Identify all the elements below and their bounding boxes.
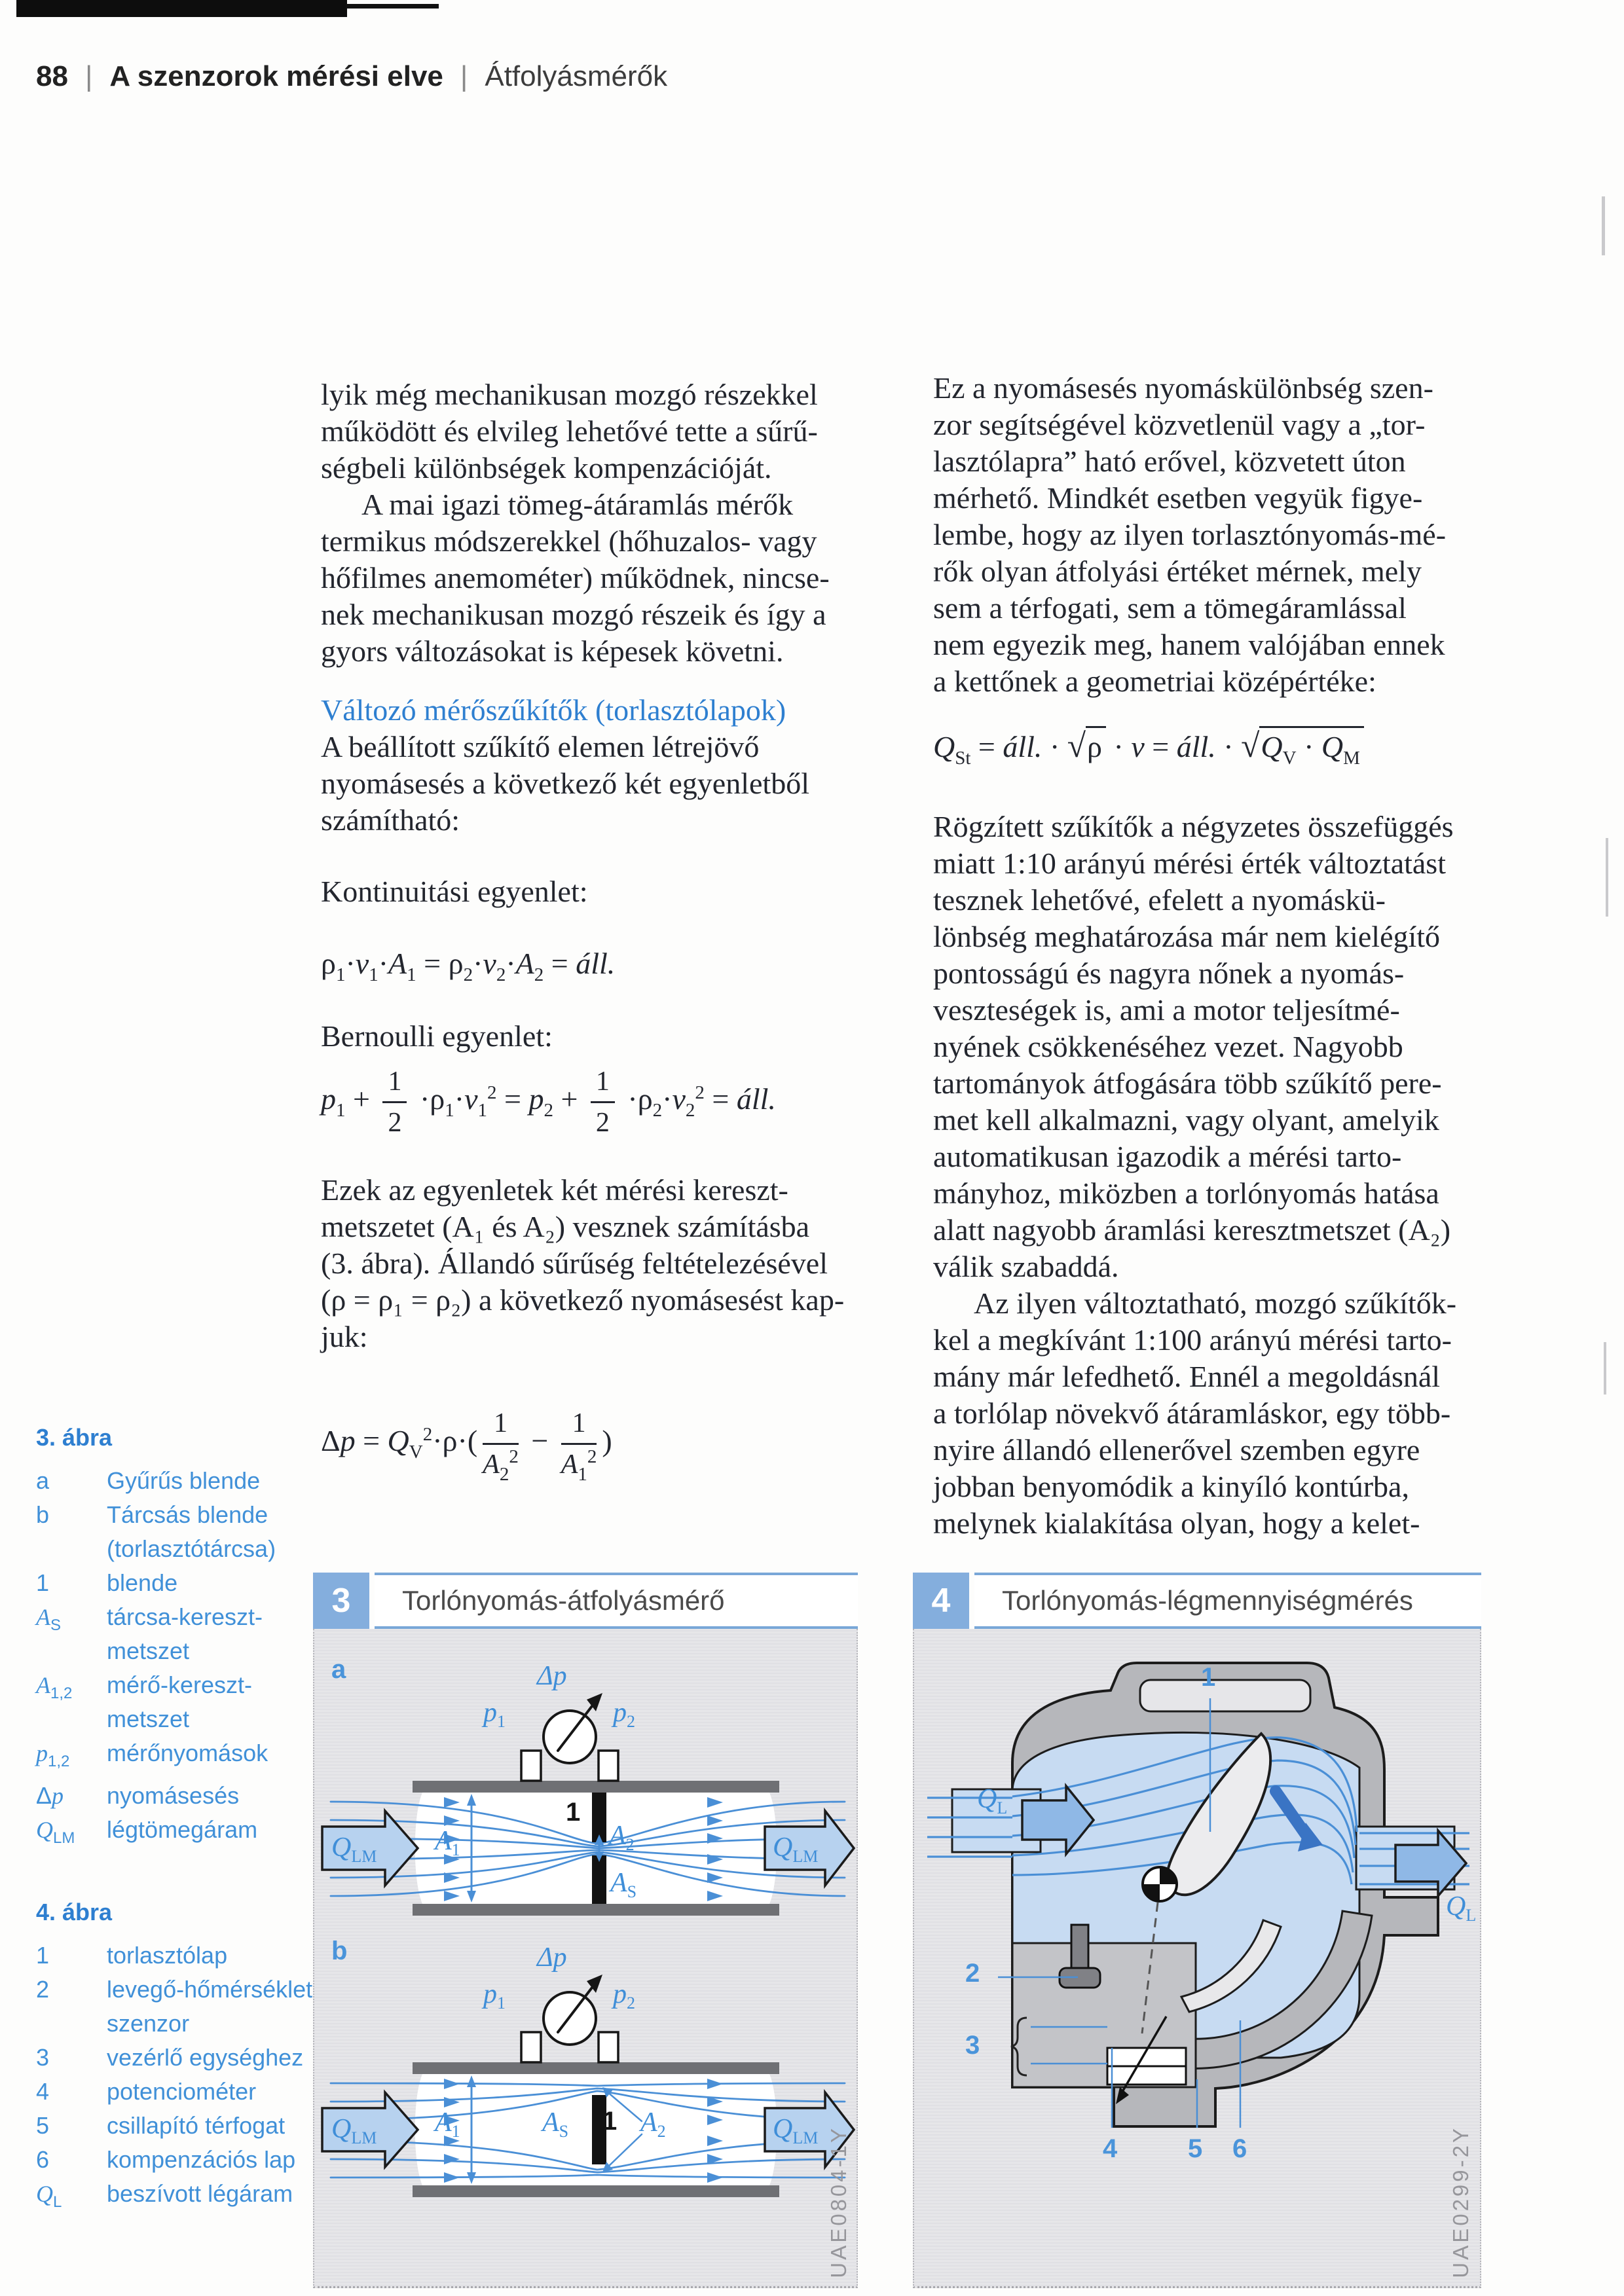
caption-text: vezérlő egységhez [107,2044,304,2071]
caption-title: 4. ábra [36,1899,113,1925]
air-flow-meter-diagram [914,1629,1483,2286]
figure4-number-badge: 4 [913,1573,969,1629]
chapter-title: A szenzorok mérési elve [109,60,443,92]
qlm-flow-label: $Q_{LM}$ [331,2114,377,2147]
text-line: kel a megkívánt 1:100 arányú mérési tarto- [933,1323,1452,1357]
text-line: Ez a nyomásesés nyomáskülönbség szen- [933,371,1433,405]
caption-item [36,1498,311,1566]
caption-symbol: $A_{1,2}$ [36,1672,73,1702]
caption-symbol: a [36,1467,50,1494]
text-line: juk: [321,1320,368,1353]
figure3-caption [36,1421,311,1855]
equation-delta-p: $\Delta p = Q_V^2\cdot\rho\cdot$( $\frac{1}{A_2^2}$ − $\frac{1}{A_1^2}$ ) [321,1408,612,1485]
caption-symbol: b [36,1501,50,1528]
text-line: veszteségek is, ami a motor teljesítmé- [933,993,1400,1027]
text-line: hőfilmes anemométer) működnek, nincse- [321,561,830,594]
text-line: mérhető. Mindkét esetben vegyük figye- [933,481,1423,515]
section-heading: Változó mérőszűkítők (torlasztólapok) [321,693,786,727]
caption-text: beszívott légáram [107,2180,293,2207]
caption-text: torlasztólap [107,1942,228,1969]
figure4-diagram [913,1629,1481,2288]
text-line: miatt 1:10 arányú mérési érték változtatást [933,847,1446,880]
text-line: sem a térfogati, sem a tömegáramlással [933,591,1407,625]
as-area-label: $A_S$ [610,1868,637,1901]
control-unit-number-label: 3 [965,2031,980,2060]
header-divider: | [460,60,468,92]
page-header [36,60,667,93]
text-line: (ρ = ρ₁ = ρ₂) a következő nyomásesést kap- [321,1283,845,1317]
caption-item [36,2041,311,2075]
scan-edge-mark [1606,838,1608,917]
scan-edge-mark [1604,1342,1606,1394]
caption-text: potenciométer [107,2078,257,2105]
figure4 [913,1573,1481,2288]
text-line: termikus módszerekkel (hőhuzalos- vagy [321,524,817,558]
caption-text: tárcsa-kereszt- metszet [107,1603,263,1664]
scan-edge-mark [1602,196,1605,255]
text-line: nyomásesés a következő két egyenletből [321,767,809,800]
figure3-reference-code: UAE0804-1Y [826,2126,851,2278]
caption-item [36,1813,311,1855]
subfigure-b-label: b [331,1937,348,1965]
caption-item [36,1939,311,1973]
subfigure-a-label: a [331,1655,346,1684]
a2-area-label: $A_2$ [640,2107,666,2141]
caption-symbol: 2 [36,1976,50,2003]
caption-item [36,2109,311,2143]
text-line: A mai igazi tömeg-átáramlás mérők [361,488,794,521]
figure4-reference-code: UAE0299-2Y [1449,2126,1473,2278]
left-column-para2 [321,729,809,839]
qlm-flow-label: $Q_{LM}$ [773,2114,819,2147]
text-line: a kettőnek a geometriai középértéke: [933,665,1376,698]
figure4-title: Torlónyomás-légmennyiségmérés [974,1573,1481,1629]
text-line: met kell alkalmazni, vagy olyant, amelyik [933,1103,1439,1137]
text-line: tartományok átfogására több szűkítő pere- [933,1066,1442,1100]
scan-artifact-bar [16,0,347,17]
text-line: nyének csökkenéséhez vezet. Nagyobb [933,1030,1403,1063]
figure3-title: Torlónyomás-átfolyásmérő [375,1573,858,1629]
equation-label-bernoulli: Bernoulli egyenlet: [321,1019,553,1053]
caption-symbol: $Q_L$ [36,2181,62,2211]
caption-text: blende [107,1569,178,1596]
caption-text: nyomásesés [107,1782,240,1809]
caption-symbol: 3 [36,2044,50,2071]
text-line: zor segítségével közvetlenül vagy a „tor- [933,408,1426,441]
caption-text: kompenzációs lap [107,2146,296,2173]
sensor-number-label: 2 [965,1959,980,1988]
left-column-para3 [321,1172,844,1355]
caption-text: levegő-hőmérséklet szenzor [107,1976,313,2037]
left-column-para1 [321,376,884,670]
caption-title: 3. ábra [36,1424,113,1451]
text-line: működött és elvileg lehetővé tette a sűrű- [321,414,818,448]
caption-symbol: $A_S$ [36,1604,62,1634]
text-line: jobban benyomódik a kinyíló kontúrba, [933,1470,1409,1503]
caption-symbol: 6 [36,2146,50,2173]
equation-label-continuity: Kontinuitási egyenlet: [321,875,588,908]
as-area-label: $A_S$ [542,2107,569,2141]
text-line: lyik még mechanikusan mozgó részekkel [321,378,818,411]
caption-item [36,1779,311,1813]
caption-item [36,2075,311,2109]
caption-symbol: Δp [36,1782,64,1809]
text-line: mányhoz, miközben a torlónyomás hatása [933,1176,1439,1210]
text-line: gyors változásokat is képesek követni. [321,634,784,668]
caption-symbol: $Q_{LM}$ [36,1817,75,1847]
qlm-flow-label: $Q_{LM}$ [773,1832,819,1866]
caption-symbol: $p_{1,2}$ [36,1740,70,1770]
caption-item [36,2177,311,2219]
delta-p-label: Δp [537,1661,567,1691]
caption-text: Tárcsás blende (torlasztótárcsa) [107,1501,276,1562]
caption-item [36,1600,311,1668]
equation-qst: $Q_{St}$ = áll. · √ρ · v = áll. · $√Q_V \cdot Q_M$ [933,727,1364,765]
figure4-header [913,1573,1481,1629]
equation-bernoulli: $p_1$ + $\frac{1}{2}$ $\cdot\rho_1\cdot v_1^2 = p_2$ + $\frac{1}{2}$ $\cdot\rho_2\cdot v_2^2$ = áll. [321,1066,776,1138]
text-line: Ezek az egyenletek két mérési kereszt- [321,1173,788,1207]
caption-text: csillapító térfogat [107,2112,286,2139]
delta-p-label: Δp [537,1942,567,1973]
caption-item [36,1973,311,2041]
orifice-flow-diagram [314,1629,859,2286]
figure3-diagram [313,1629,858,2288]
scan-artifact-line [346,4,439,9]
figure3 [313,1573,858,2288]
ql-flow-label: $Q_L$ [1446,1891,1477,1925]
text-line: ségbeli különbségek kompenzációját. [321,451,772,484]
text-line: mány már lefedhető. Ennél a megoldásnál [933,1360,1441,1393]
ql-flow-label: $Q_L$ [977,1784,1008,1817]
caption-symbol: 1 [36,1942,50,1969]
equation-continuity: $\rho_1\cdot v_1\cdot A_1 = \rho_2\cdot v_2\cdot A_2$ = áll. [321,947,616,985]
text-line: metszetet (A₁ és A₂) vesznek számításba [321,1210,810,1243]
caption-text: Gyűrűs blende [107,1467,261,1494]
figure3-header [313,1573,858,1629]
compensation-flap-number-label: 6 [1232,2134,1247,2163]
caption-symbol: 4 [36,2078,50,2105]
page-number: 88 [36,60,68,92]
header-divider: | [84,60,93,92]
text-line: tesznek lehetővé, efelett a nyomáskü- [933,883,1386,917]
caption-text: mérő-kereszt- metszet [107,1671,253,1732]
p2-label: $p_2$ [613,1979,635,2013]
text-line: nem egyezik meg, hanem valójában ennek [933,628,1445,661]
text-line: (3. ábra). Állandó sűrűség feltételezésével [321,1247,828,1280]
text-line: lönbség meghatározása már nem kielégítő [933,920,1441,953]
caption-item [36,1464,311,1498]
qlm-flow-label: $Q_{LM}$ [331,1832,377,1866]
p2-label: $p_2$ [613,1698,635,1731]
text-line: lembe, hogy az ilyen torlasztónyomás-mé- [933,518,1447,551]
caption-item [36,2143,311,2177]
caption-symbol: 5 [36,2112,50,2139]
a2-area-label: $A_2$ [609,1821,635,1854]
figure4-caption [36,1895,311,2219]
text-line: nek mechanikusan mozgó részeik és így a [321,598,826,631]
a1-area-label: $A_1$ [435,2107,460,2141]
text-line: rők olyan átfolyási értéket mérnek, mely [933,555,1422,588]
flap-number-label: 1 [1201,1663,1216,1692]
caption-symbol: 1 [36,1569,50,1596]
text-line: válik szabaddá. [933,1250,1119,1283]
p1-label: $p_1$ [483,1698,506,1731]
text-line: nyire állandó ellenerővel szemben egyre [933,1433,1420,1467]
figure3-number-badge: 3 [313,1573,369,1629]
blende-number-label: 1 [566,1798,581,1827]
blende-number-label: 1 [602,2107,618,2136]
text-line: A beállított szűkítő elemen létrejövő [321,730,760,763]
right-column-para2 [933,809,1456,1542]
text-line: Rögzített szűkítők a négyzetes összefüggés [933,810,1454,843]
text-line: a torlólap növekvő átáramláskor, egy több- [933,1396,1451,1430]
text-line: automatikusan igazodik a mérési tarto- [933,1140,1402,1173]
text-line: számítható: [321,803,460,837]
potentiometer-number-label: 4 [1103,2134,1118,2163]
text-line: lasztólapra” ható erővel, közvetett úton [933,445,1406,478]
section-title: Átfolyásmérők [485,60,668,92]
text-line: melynek kialakítása olyan, hogy a kelet- [933,1506,1420,1540]
right-column-para1 [933,370,1503,700]
caption-item [36,1566,311,1600]
text-line: Az ilyen változtatható, mozgó szűkítők- [974,1286,1457,1320]
caption-item [36,1668,311,1736]
text-line: alatt nagyobb áramlási keresztmetszet (A₂) [933,1213,1451,1247]
damping-volume-number-label: 5 [1188,2134,1203,2163]
p1-label: $p_1$ [483,1979,506,2013]
text-line: pontosságú és nagyra nőnek a nyomás- [933,957,1405,990]
caption-item [36,1736,311,1779]
caption-text: mérőnyomások [107,1740,268,1766]
caption-text: légtömegáram [107,1816,258,1843]
a1-area-label: $A_1$ [435,1826,460,1859]
